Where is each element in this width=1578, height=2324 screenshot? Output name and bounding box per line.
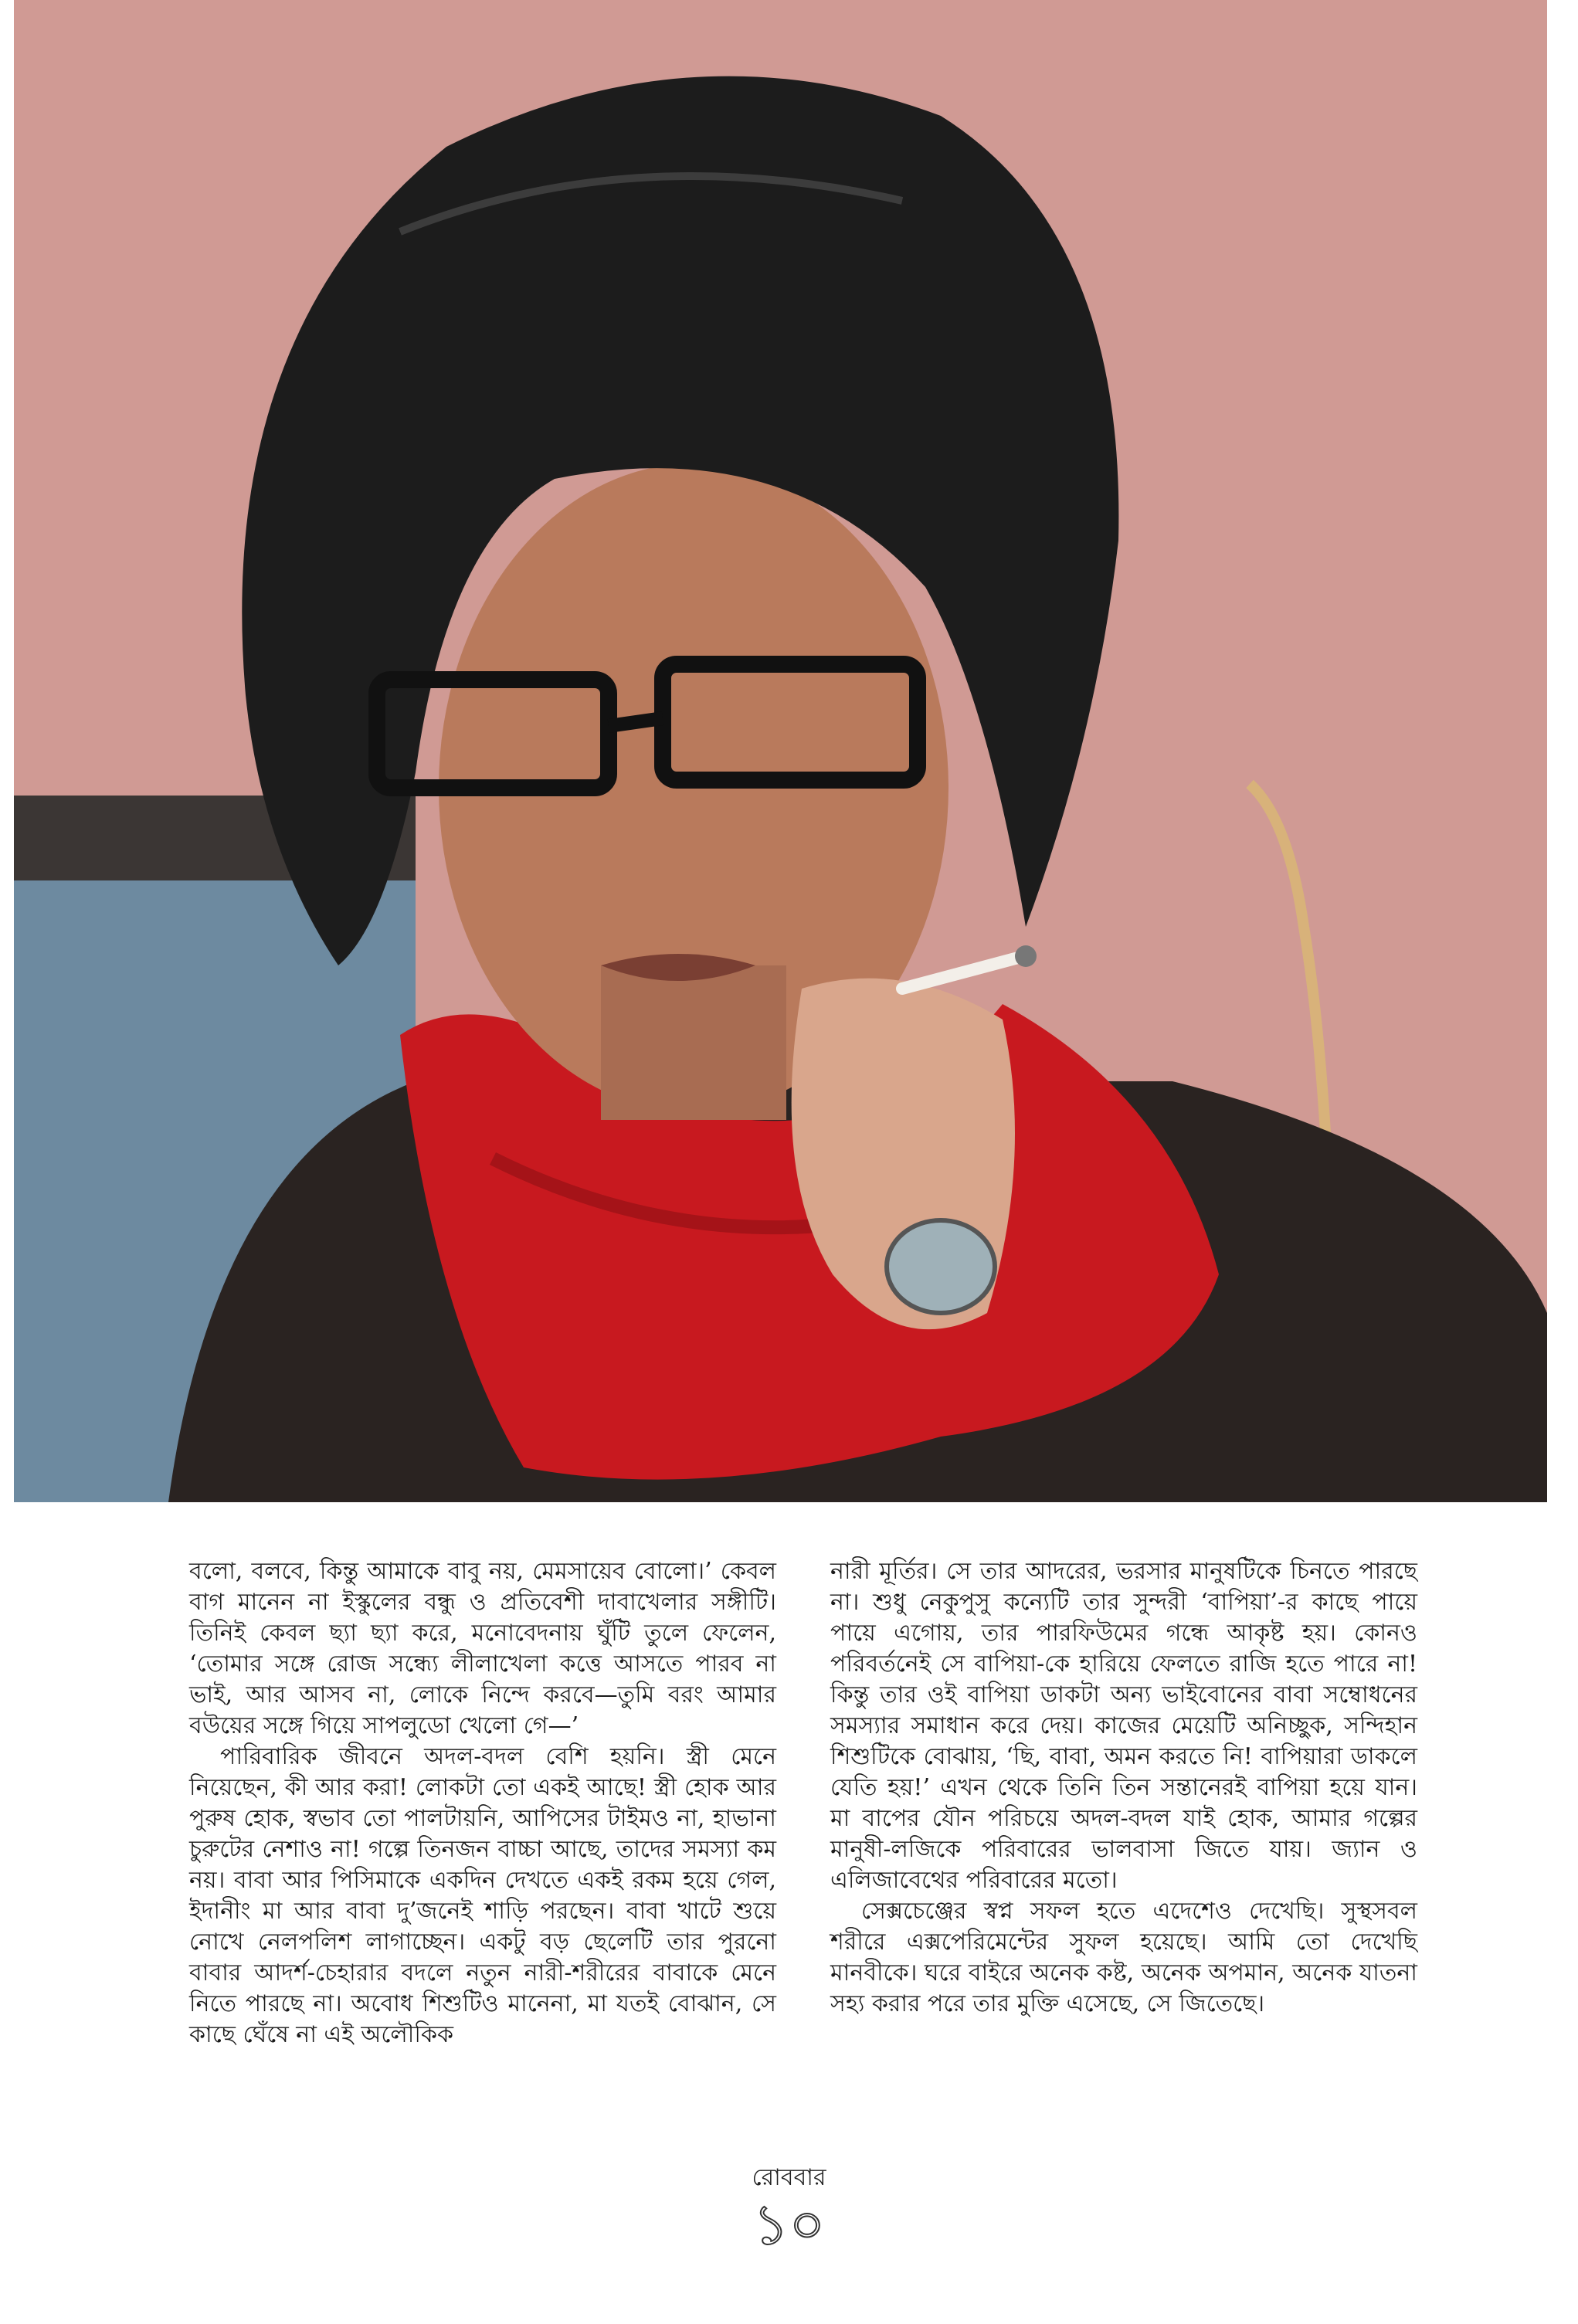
portrait-illustration [14, 0, 1547, 1502]
page-number: ১০ [752, 2192, 826, 2257]
right-column [830, 1556, 1417, 2020]
left-column [189, 1556, 776, 2051]
page-footer [0, 2163, 1578, 2255]
magazine-name: রোববার [752, 2164, 826, 2191]
portrait-photo [14, 0, 1547, 1502]
paragraph: বলো, বলবে, কিন্তু আমাকে বাবু নয়, মেমসায়েব বোলো।’ কেবল বাগ মানেন না ইস্কুলের বন্ধু ও প্রতিবেশী দাবাখেলার সঙ্গীটি। তিনিই কেবল ছ্যা ছ্যা করে, মনোবেদনায় ঘুঁটি তুলে ফেলেন, ‘তোমার সঙ্গে রোজ সন্ধ্যে লীলাখেলা কত্তে আসতে পারব না ভাই, আর আসব না, লোকে নিন্দে করবে—তুমি বরং আমার বউয়ের সঙ্গে গিয়ে সাপলুডো খেলো গে—’ [189, 1558, 776, 1739]
paragraph: নারী মূর্তির। সে তার আদরের, ভরসার মানুষটিকে চিনতে পারছে না। শুধু নেকুপুসু কন্যেটি তার সুন্দরী ‘বাপিয়া’-র কাছে পায়ে পায়ে এগোয়, তার পারফিউমের গন্ধে আকৃষ্ট হয়। কোনও পরিবর্তনেই সে বাপিয়া-কে হারিয়ে ফেলতে রাজি হতে পারে না! কিন্তু তার ওই বাপিয়া ডাকটা অন্য ভাইবোনের বাবা সম্বোধনের সমস্যার সমাধান করে দেয়। কাজের মেয়েটি অনিচ্ছুক, সন্দিহান শিশুটিকে বোঝায়, ‘ছি, বাবা, অমন করতে নি! বাপিয়ারা ডাকলে যেতি হয়!’ এখন থেকে তিনি তিন সন্তানেরই বাপিয়া হয়ে যান। মা বাপের যৌন পরিচয়ে অদল-বদল যাই হোক, আমার গল্পের মানুষী-লজিকে পরিবারের ভালবাসা জিতে যায়। জ্যান ও এলিজাবেথের পরিবারের মতো। [830, 1558, 1417, 1894]
paragraph: সেক্সচেঞ্জের স্বপ্ন সফল হতে এদেশেও দেখেছি। সুস্থসবল শরীরে এক্সপেরিমেন্টের সুফল হয়েছে। আমি তো দেখেছি মানবীকে। ঘরে বাইরে অনেক কষ্ট, অনেক অপমান, অনেক যাতনা সহ্য করার পরে তার মুক্তি এসেছে, সে জিতেছে। [830, 1898, 1417, 2017]
paragraph: পারিবারিক জীবনে অদল-বদল বেশি হয়নি। স্ত্রী মেনে নিয়েছেন, কী আর করা! লোকটা তো একই আছে! স্ত্রী হোক আর পুরুষ হোক, স্বভাব তো পালটায়নি, আপিসের টাইমও না, হাভানা চুরুটের নেশাও না! গল্পে তিনজন বাচ্চা আছে, তাদের সমস্যা কম নয়। বাবা আর পিসিমাকে একদিন দেখতে একই রকম হয়ে গেল, ইদানীং মা আর বাবা দু’জনেই শাড়ি পরছেন। বাবা খাটে শুয়ে নোখে নেলপলিশ লাগাচ্ছেন। একটু বড় ছেলেটি তার পুরনো বাবার আদর্শ-চেহারার বদলে নতুন নারী-শরীরের বাবাকে মেনে নিতে পারছে না। অবোধ শিশুটিও মানেনা, মা যতই বোঝান, সে কাছে ঘেঁষে না এই অলৌকিক [189, 1743, 776, 2048]
article-body [189, 1556, 1425, 2143]
